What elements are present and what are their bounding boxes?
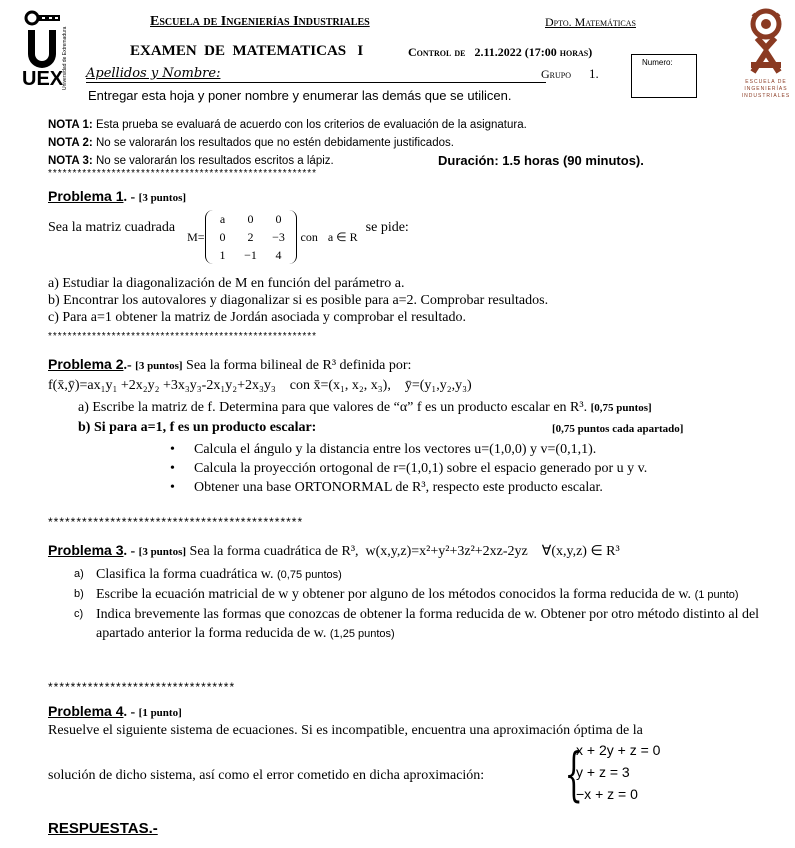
problem1-heading [48, 188, 186, 206]
matrix-cell: a [219, 212, 226, 226]
problem2-b-row [78, 420, 718, 436]
answers-heading: RESPUESTAS.- [48, 820, 158, 837]
list-item [74, 585, 764, 605]
uex-logo-text: UEX [22, 68, 64, 90]
matrix-m [205, 210, 297, 264]
brace-icon: { [564, 740, 583, 808]
exam-title: EXAMEN DE MATEMATICAS I [130, 43, 364, 59]
note2-text: No se valorarán los resultados que no estén debidamente justificados. [95, 137, 454, 149]
student-number-box[interactable] [631, 54, 697, 98]
problem2-suffix: .- [123, 358, 132, 373]
department: Dpto. Matemáticas [545, 15, 636, 29]
problem2-formula: f(x̄,ȳ)=ax₁y₁ +2x₂y₂ +3x₃y₃-2x₁y₂+2x₃y₃ con x̄=(x₁, x₂, x₃), ȳ=(y₁,y₂,y₃) [48, 378, 472, 393]
problem1-with: con [300, 229, 318, 244]
problem3-intro: Sea la forma cuadrática de R³, w(x,y,z)=x²+y²+3z²+2xz-2yz ∀(x,y,z) ∈ R³ [189, 544, 620, 559]
problem3-item-label: c) [74, 608, 84, 620]
list-item: • Calcula el ángulo y la distancia entre los vectores u=(1,0,0) y v=(0,1,1). [170, 440, 647, 459]
matrix-cell: 0 [247, 212, 254, 226]
problem3-item-pts: (1,25 puntos) [329, 628, 395, 640]
problem3-item-label: a) [74, 568, 84, 580]
separator-3: ********************************************* [48, 515, 304, 529]
problem4-suffix: . - [123, 705, 136, 720]
note1-label: NOTA 1: [48, 119, 93, 131]
student-number-label: Numero: [642, 58, 673, 67]
school-logo-text: ESCUELA DE INGENIERÍAS INDUSTRIALES [741, 79, 791, 99]
problem3-title: Problema 3 [48, 542, 124, 558]
matrix-cell: 0 [275, 212, 282, 226]
notes [48, 116, 644, 170]
duration: Duración: 1.5 horas (90 minutos). [438, 153, 644, 168]
list-item [74, 565, 764, 585]
problem3-points: [3 puntos] [138, 546, 187, 558]
problem2-heading [48, 356, 411, 374]
separator-2: ******************************************************* [48, 331, 318, 342]
problem4-heading [48, 703, 182, 721]
problem3-heading [48, 542, 620, 560]
uex-side-text: Universidad de Extremadura [62, 26, 68, 90]
problem1-a: a) Estudiar la diagonalización de M en función del parámetro a. [48, 276, 405, 291]
problem1-title: Problema 1 [48, 188, 124, 204]
gear-emblem-icon [743, 8, 789, 74]
list-item: • Obtener una base ORTONORMAL de R³, respecto este producto escalar. [170, 478, 647, 497]
matrix-cell: 4 [275, 248, 282, 262]
note3-text: No se valorarán los resultados escritos a lápiz. [95, 155, 334, 167]
school-logo [738, 8, 794, 108]
group-label: Grupo [541, 67, 572, 81]
list-item: • Calcula la proyección ortogonal de r=(1,0,1) sobre el espacio generado por u y v. [170, 459, 647, 478]
separator-1: ******************************************************* [48, 168, 318, 179]
uex-logo [22, 10, 74, 92]
group-value: 1. [589, 66, 599, 81]
equation-system [562, 742, 660, 808]
names-line[interactable] [86, 66, 546, 83]
equation: y + z = 3 [576, 764, 630, 780]
problem2-intro: Sea la forma bilineal de R³ definida por: [186, 358, 412, 373]
names-label: Apellidos y Nombre: [86, 66, 221, 81]
problem1-points: [3 puntos] [138, 192, 187, 204]
matrix-label: M= [187, 229, 205, 244]
note2-label: NOTA 2: [48, 137, 93, 149]
problem2-a-points: [0,75 puntos] [590, 402, 652, 414]
matrix-cell: 0 [219, 230, 226, 244]
problem1-suffix: . - [123, 190, 136, 205]
control-date: Control de 2.11.2022 (17:00 horas) [408, 45, 593, 59]
problem4-line1: Resuelve el siguiente sistema de ecuaciones. Si es incompatible, encuentra una aproximación óptima de la [48, 723, 643, 738]
equation: x + 2y + z = 0 [576, 742, 661, 758]
problem3-item-text: Escribe la ecuación matricial de w y obtener por alguno de los métodos conocidos la forma reducida de w. [96, 587, 692, 602]
problem3-item-pts: (1 punto) [694, 589, 739, 601]
problem2-bullets [170, 440, 647, 497]
note3-label: NOTA 3: [48, 155, 93, 167]
matrix-cell: −1 [244, 248, 257, 262]
separator-4: ********************************* [48, 680, 236, 694]
problem4-title: Problema 4 [48, 703, 124, 719]
problem4-points: [1 punto] [138, 707, 182, 719]
problem3-items [74, 565, 764, 644]
list-item [74, 605, 764, 644]
problem3-item-text: Indica brevemente las formas que conozcas de obtener la forma reducida de w. Obtener por otro método distinto al del apartado anterior la forma reducida de w. [96, 607, 760, 641]
equation: −x + z = 0 [576, 786, 638, 802]
problem2-title: Problema 2 [48, 356, 124, 372]
problem1-intro-row [48, 210, 409, 264]
matrix-cell: 2 [247, 230, 254, 244]
problem1-items [48, 275, 548, 326]
problem3-item-label: b) [74, 588, 84, 600]
problem1-c: c) Para a=1 obtener la matriz de Jordán asociada y comprobar el resultado. [48, 310, 466, 325]
problem1-intro: Sea la matriz cuadrada [48, 220, 176, 235]
problem3-item-text: Clasifica la forma cuadrática w. [96, 567, 274, 582]
problem4-line2: solución de dicho sistema, así como el error cometido en dicha aproximación: [48, 768, 485, 783]
problem1-ask: se pide: [365, 220, 409, 235]
instructions: Entregar esta hoja y poner nombre y enumerar las demás que se utilicen. [88, 88, 512, 103]
problem2-b-points: [0,75 puntos cada apartado] [552, 423, 684, 435]
matrix-cell: −3 [272, 230, 285, 244]
problem1-b: b) Encontrar los autovalores y diagonalizar si es posible para a=2. Comprobar resultados. [48, 293, 549, 308]
matrix-cell: 1 [219, 248, 226, 262]
school-name: Escuela de Ingenierías Industriales [150, 14, 370, 29]
problem2-a-row [78, 400, 652, 416]
problem2-b: b) Si para a=1, f es un producto escalar: [78, 420, 317, 435]
problem2-points: [3 puntos] [135, 360, 183, 372]
problem3-suffix: . - [123, 544, 136, 559]
problem3-item-pts: (0,75 puntos) [277, 569, 342, 581]
problem1-cond: a ∈ R [327, 229, 358, 244]
problem2-a: a) Escribe la matriz de f. Determina para que valores de “α” f es un producto escalar en R³. [78, 400, 588, 415]
note1-text: Esta prueba se evaluará de acuerdo con los criterios de evaluación de la asignatura. [95, 119, 527, 131]
